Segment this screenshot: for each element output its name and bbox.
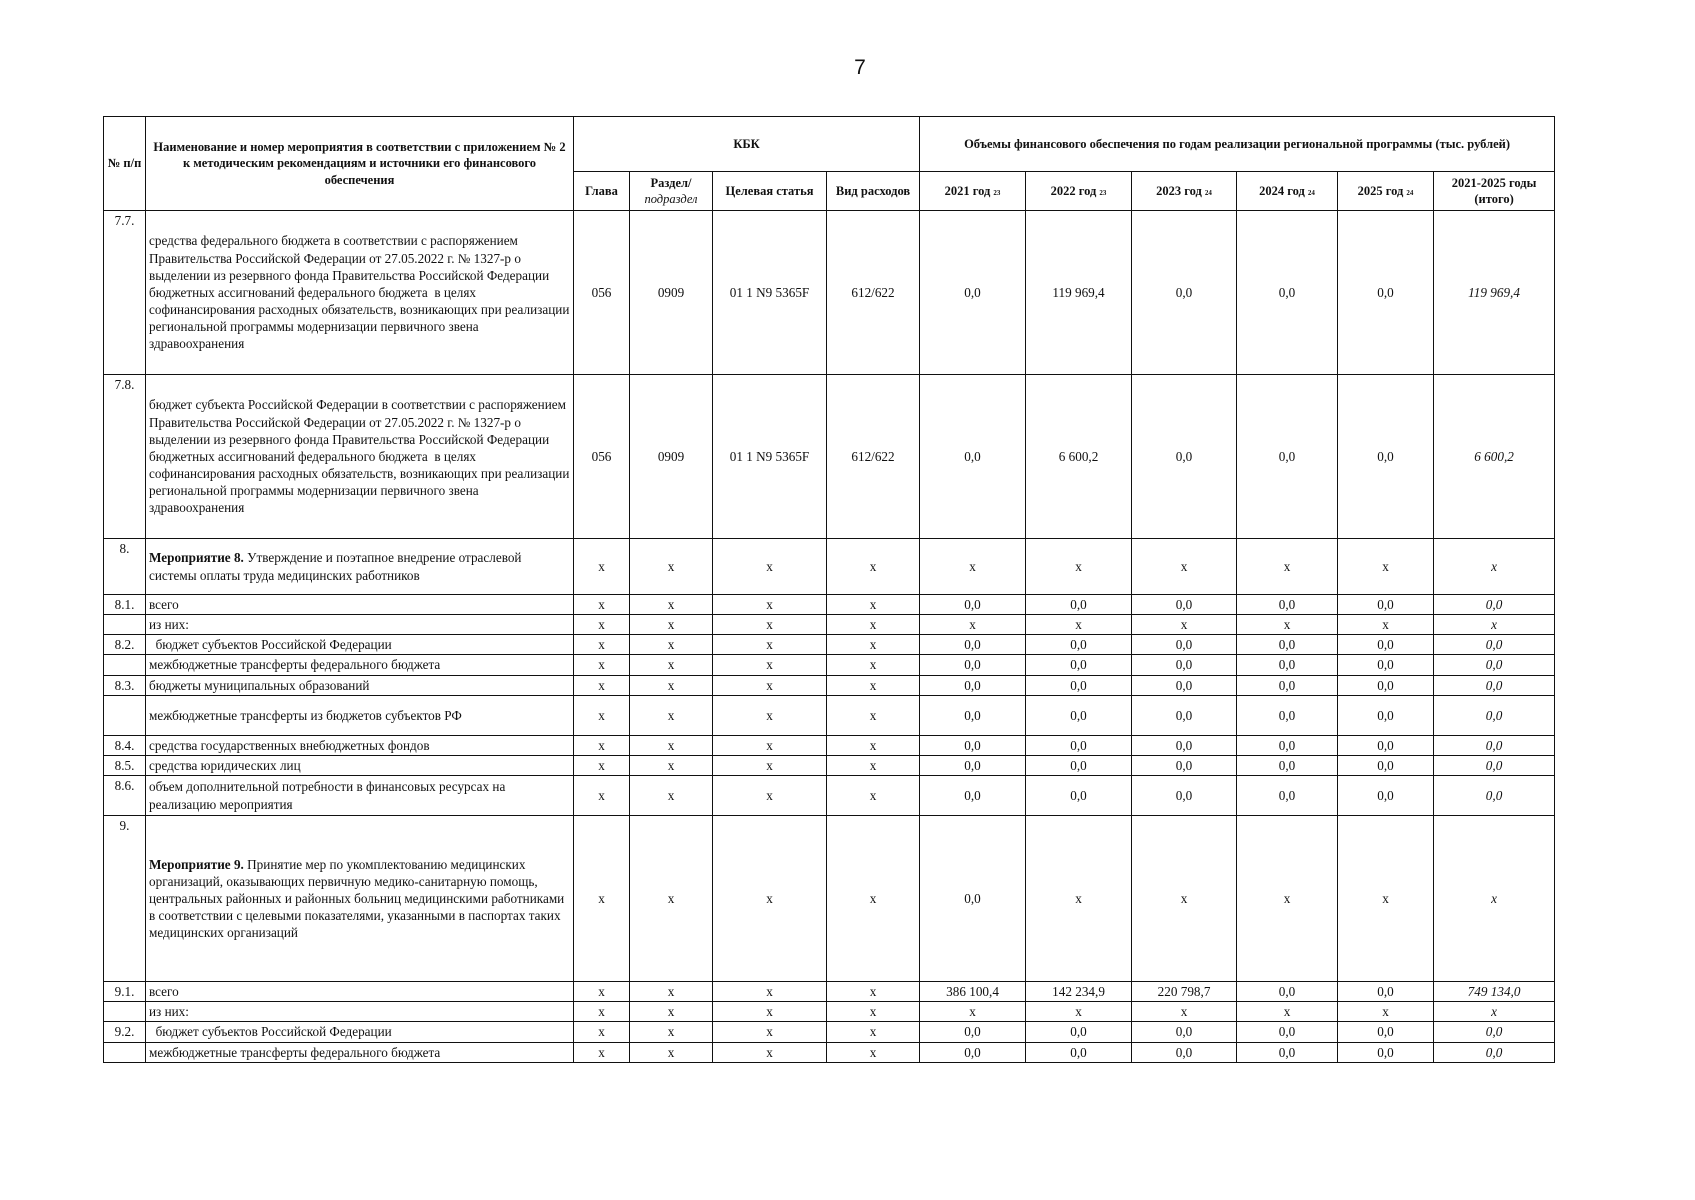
header-year-2023 <box>1132 172 1237 211</box>
year-value-cell: 0,0 <box>920 595 1026 615</box>
total-cell: x <box>1434 615 1555 635</box>
row-number: 8.3. <box>104 675 146 695</box>
row-number: 7.7. <box>104 211 146 375</box>
year-value-cell: 0,0 <box>920 1042 1026 1062</box>
year-value-cell: 0,0 <box>1132 735 1237 755</box>
year-value-cell: x <box>1237 816 1338 982</box>
year-value-cell: 0,0 <box>1237 655 1338 675</box>
year-label: 2023 год <box>1156 183 1202 198</box>
header-year-2022 <box>1026 172 1132 211</box>
row-name-text: бюджет субъектов Российской Федерации <box>149 637 392 653</box>
year-value-cell: 0,0 <box>920 816 1026 982</box>
year-value-cell: x <box>1338 1002 1434 1022</box>
kbk-cell: x <box>713 755 827 775</box>
kbk-cell: x <box>713 595 827 615</box>
row-number: 9.2. <box>104 1022 146 1042</box>
table-row <box>104 211 1555 375</box>
kbk-cell: x <box>827 816 920 982</box>
year-value-cell: 0,0 <box>1132 595 1237 615</box>
row-name <box>146 1002 574 1022</box>
header-razdel <box>630 172 713 211</box>
total-cell: 6 600,2 <box>1434 375 1555 539</box>
kbk-cell: x <box>574 539 630 595</box>
total-cell: 0,0 <box>1434 776 1555 816</box>
year-value-cell: 0,0 <box>920 375 1026 539</box>
year-value-cell: 0,0 <box>1338 695 1434 735</box>
row-number: 8. <box>104 539 146 595</box>
table-row <box>104 375 1555 539</box>
kbk-cell: x <box>574 1022 630 1042</box>
row-name-text: межбюджетные трансферты из бюджетов субъектов РФ <box>149 707 462 723</box>
kbk-cell: x <box>574 675 630 695</box>
row-number: 8.2. <box>104 635 146 655</box>
year-value-cell: 0,0 <box>1338 675 1434 695</box>
kbk-cell: x <box>827 635 920 655</box>
year-value-cell: 0,0 <box>1026 1022 1132 1042</box>
year-value-cell: 0,0 <box>920 1022 1026 1042</box>
row-number <box>104 655 146 675</box>
kbk-cell: x <box>827 755 920 775</box>
kbk-cell: 612/622 <box>827 375 920 539</box>
year-value-cell: x <box>1132 615 1237 635</box>
year-value-cell: x <box>1026 539 1132 595</box>
header-year-2025 <box>1338 172 1434 211</box>
kbk-cell: x <box>713 1022 827 1042</box>
row-number <box>104 1002 146 1022</box>
year-value-cell: 0,0 <box>920 735 1026 755</box>
kbk-cell: x <box>574 595 630 615</box>
row-name-text: бюджеты муниципальных образований <box>149 677 370 693</box>
year-value-cell: 0,0 <box>1338 595 1434 615</box>
year-value-cell: 0,0 <box>920 695 1026 735</box>
row-name <box>146 776 574 816</box>
kbk-cell: x <box>630 816 713 982</box>
year-value-cell: 0,0 <box>1026 635 1132 655</box>
kbk-cell: x <box>630 615 713 635</box>
kbk-cell: x <box>574 1042 630 1062</box>
year-value-cell: 0,0 <box>1026 675 1132 695</box>
row-name <box>146 615 574 635</box>
kbk-cell: x <box>630 776 713 816</box>
header-glava: Глава <box>574 172 630 211</box>
kbk-cell: x <box>630 982 713 1002</box>
row-number: 8.1. <box>104 595 146 615</box>
header-podrazdel-label: подраздел <box>644 192 698 206</box>
total-cell: 749 134,0 <box>1434 982 1555 1002</box>
year-value-cell: x <box>1026 1002 1132 1022</box>
year-value-cell: 0,0 <box>1237 1042 1338 1062</box>
kbk-cell: x <box>630 635 713 655</box>
table-row <box>104 982 1555 1002</box>
table-row <box>104 1002 1555 1022</box>
total-cell: x <box>1434 816 1555 982</box>
year-value-cell: 0,0 <box>1132 1042 1237 1062</box>
total-cell: 0,0 <box>1434 635 1555 655</box>
year-value-cell: x <box>1132 1002 1237 1022</box>
table-row <box>104 539 1555 595</box>
header-expense-type: Вид расходов <box>827 172 920 211</box>
year-value-cell: 220 798,7 <box>1132 982 1237 1002</box>
year-value-cell: 0,0 <box>920 655 1026 675</box>
table-row <box>104 776 1555 816</box>
kbk-cell: x <box>827 695 920 735</box>
row-name <box>146 675 574 695</box>
kbk-cell: x <box>713 1042 827 1062</box>
kbk-cell: x <box>713 615 827 635</box>
row-number: 8.4. <box>104 735 146 755</box>
year-footnote: 24 <box>1307 188 1315 197</box>
year-value-cell: 0,0 <box>1132 755 1237 775</box>
kbk-cell: 0909 <box>630 211 713 375</box>
kbk-cell: x <box>574 695 630 735</box>
table-row <box>104 735 1555 755</box>
year-value-cell: 119 969,4 <box>1026 211 1132 375</box>
year-value-cell: 0,0 <box>1132 211 1237 375</box>
kbk-cell: x <box>827 982 920 1002</box>
row-name <box>146 755 574 775</box>
year-value-cell: 0,0 <box>920 635 1026 655</box>
row-name <box>146 595 574 615</box>
row-name <box>146 375 574 539</box>
year-value-cell: 0,0 <box>1338 655 1434 675</box>
kbk-cell: x <box>713 655 827 675</box>
kbk-cell: x <box>713 539 827 595</box>
total-cell: 0,0 <box>1434 655 1555 675</box>
kbk-cell: x <box>713 816 827 982</box>
year-value-cell: x <box>1026 615 1132 635</box>
year-value-cell: x <box>1132 539 1237 595</box>
row-name-text: Утверждение и поэтапное внедрение отраслевой системы оплаты труда медицинских работников <box>149 550 525 583</box>
row-name <box>146 1042 574 1062</box>
kbk-cell: x <box>574 755 630 775</box>
year-value-cell: 0,0 <box>1237 755 1338 775</box>
kbk-cell: x <box>630 695 713 735</box>
year-value-cell: 0,0 <box>1237 211 1338 375</box>
kbk-cell: x <box>827 595 920 615</box>
kbk-cell: x <box>630 1042 713 1062</box>
year-value-cell: x <box>1237 615 1338 635</box>
kbk-cell: x <box>574 635 630 655</box>
year-value-cell: 0,0 <box>1132 675 1237 695</box>
year-value-cell: 0,0 <box>920 755 1026 775</box>
header-year-2024 <box>1237 172 1338 211</box>
row-number: 7.8. <box>104 375 146 539</box>
year-footnote: 23 <box>1099 188 1107 197</box>
year-value-cell: x <box>1132 816 1237 982</box>
year-value-cell: x <box>1338 539 1434 595</box>
year-value-cell: x <box>1237 1002 1338 1022</box>
kbk-cell: x <box>630 755 713 775</box>
table-row <box>104 655 1555 675</box>
row-name-text: средства федерального бюджета в соответствии с распоряжением Правительства Российской Федерации от 27.05.2022 г. № 1327-р о выделении из резервного фонда Правительства Российской Федерации бюджетных ассигнований федерального бюджета в целях софинансирования расходных обязательств, возникающих при реализации региональной программы модернизации первичного звена здравоохранения <box>149 233 573 352</box>
kbk-cell: x <box>630 655 713 675</box>
kbk-cell: x <box>827 675 920 695</box>
year-value-cell: 0,0 <box>1338 735 1434 755</box>
row-name <box>146 655 574 675</box>
kbk-cell: x <box>574 615 630 635</box>
row-name <box>146 211 574 375</box>
kbk-cell: 612/622 <box>827 211 920 375</box>
year-value-cell: x <box>920 615 1026 635</box>
total-cell: 0,0 <box>1434 1022 1555 1042</box>
year-value-cell: 0,0 <box>1237 635 1338 655</box>
year-value-cell: 0,0 <box>1026 735 1132 755</box>
year-footnote: 23 <box>993 188 1001 197</box>
year-label: 2022 год <box>1050 183 1097 198</box>
year-footnote: 24 <box>1204 188 1212 197</box>
year-value-cell: 0,0 <box>1026 655 1132 675</box>
year-value-cell: 0,0 <box>1132 655 1237 675</box>
year-value-cell: 0,0 <box>1338 375 1434 539</box>
table-body <box>104 211 1555 1063</box>
table-row <box>104 595 1555 615</box>
kbk-cell: x <box>713 675 827 695</box>
total-cell: 0,0 <box>1434 755 1555 775</box>
year-value-cell: 0,0 <box>1132 1022 1237 1042</box>
row-number <box>104 695 146 735</box>
year-value-cell: x <box>920 1002 1026 1022</box>
year-value-cell: x <box>1237 539 1338 595</box>
total-cell: x <box>1434 539 1555 595</box>
total-cell: 0,0 <box>1434 675 1555 695</box>
activity-title: Мероприятие 8. <box>149 550 244 566</box>
row-number <box>104 615 146 635</box>
row-name-text: объем дополнительной потребности в финансовых ресурсах на реализацию мероприятия <box>149 779 509 812</box>
year-value-cell: x <box>1026 816 1132 982</box>
year-value-cell: 0,0 <box>1132 695 1237 735</box>
year-value-cell: 6 600,2 <box>1026 375 1132 539</box>
year-value-cell: 0,0 <box>1237 982 1338 1002</box>
year-value-cell: x <box>1338 816 1434 982</box>
row-number: 8.6. <box>104 776 146 816</box>
year-value-cell: x <box>1338 615 1434 635</box>
total-cell: 0,0 <box>1434 735 1555 755</box>
row-name <box>146 539 574 595</box>
header-target-article: Целевая статья <box>713 172 827 211</box>
row-name-text: из них: <box>149 617 189 633</box>
year-value-cell: 0,0 <box>1026 1042 1132 1062</box>
year-value-cell: 0,0 <box>1237 695 1338 735</box>
kbk-cell: x <box>630 1022 713 1042</box>
year-label: 2024 год <box>1259 183 1305 198</box>
year-value-cell: 0,0 <box>1026 755 1132 775</box>
row-name-text: бюджет субъекта Российской Федерации в соответствии с распоряжением Правительства Российской Федерации от 27.05.2022 г. № 1327-р о выделении из резервного фонда Правительства Российской Федерации бюджетных ассигнований федерального бюджета в целях софинансирования расходных обязательств, возникающих при реализации региональной программы модернизации первичного звена здравоохранения <box>149 397 573 516</box>
page-number: 7 <box>854 56 866 79</box>
year-value-cell: 0,0 <box>1338 635 1434 655</box>
kbk-cell: x <box>827 1042 920 1062</box>
header-row-main <box>104 117 1555 172</box>
year-value-cell: 0,0 <box>1338 211 1434 375</box>
kbk-cell: x <box>827 655 920 675</box>
funding-table <box>103 116 1555 1063</box>
year-value-cell: 142 234,9 <box>1026 982 1132 1002</box>
total-cell: 0,0 <box>1434 695 1555 735</box>
kbk-cell: 01 1 N9 5365F <box>713 375 827 539</box>
row-name <box>146 635 574 655</box>
header-year-2021 <box>920 172 1026 211</box>
kbk-cell: x <box>713 1002 827 1022</box>
year-value-cell: 0,0 <box>1338 1022 1434 1042</box>
year-value-cell: 0,0 <box>1026 776 1132 816</box>
year-value-cell: 0,0 <box>1237 776 1338 816</box>
table-row <box>104 615 1555 635</box>
year-value-cell: 0,0 <box>1132 635 1237 655</box>
year-value-cell: 0,0 <box>1132 776 1237 816</box>
kbk-cell: x <box>713 735 827 755</box>
year-label: 2021 год <box>944 183 991 198</box>
table-row <box>104 816 1555 982</box>
year-value-cell: 0,0 <box>920 776 1026 816</box>
kbk-cell: x <box>574 1002 630 1022</box>
year-footnote: 24 <box>1406 188 1414 197</box>
row-name-text: межбюджетные трансферты федерального бюджета <box>149 657 441 673</box>
row-name <box>146 982 574 1002</box>
kbk-cell: x <box>827 776 920 816</box>
kbk-cell: x <box>713 982 827 1002</box>
total-cell: x <box>1434 1002 1555 1022</box>
kbk-cell: 056 <box>574 211 630 375</box>
kbk-cell: x <box>827 615 920 635</box>
kbk-cell: x <box>630 735 713 755</box>
kbk-cell: x <box>574 982 630 1002</box>
row-name-text: всего <box>149 597 179 612</box>
table-row <box>104 1042 1555 1062</box>
year-value-cell: 0,0 <box>1237 1022 1338 1042</box>
kbk-cell: x <box>574 776 630 816</box>
year-label: 2025 год <box>1357 183 1404 198</box>
row-number: 9. <box>104 816 146 982</box>
total-cell: 119 969,4 <box>1434 211 1555 375</box>
row-name-text: бюджет субъектов Российской Федерации <box>149 1024 392 1040</box>
table-row <box>104 1022 1555 1042</box>
year-value-cell: 0,0 <box>1237 675 1338 695</box>
kbk-cell: x <box>827 539 920 595</box>
year-value-cell: 0,0 <box>920 675 1026 695</box>
kbk-cell: x <box>827 735 920 755</box>
kbk-cell: 0909 <box>630 375 713 539</box>
kbk-cell: x <box>574 655 630 675</box>
kbk-cell: x <box>630 595 713 615</box>
row-name <box>146 816 574 982</box>
kbk-cell: x <box>630 1002 713 1022</box>
header-num: № п/п <box>104 117 146 211</box>
kbk-cell: x <box>713 635 827 655</box>
row-name <box>146 1022 574 1042</box>
activity-title: Мероприятие 9. <box>149 856 244 872</box>
year-value-cell: 0,0 <box>1237 735 1338 755</box>
row-name-text: Принятие мер по укомплектованию медицинских организаций, оказывающих первичную медико-санитарную помощь, центральных районных и районных больниц медицинскими работниками в соответствии с целевыми показателями, указанными в паспортах таких медицинских организаций <box>149 856 568 941</box>
year-value-cell: 0,0 <box>1026 595 1132 615</box>
kbk-cell: 056 <box>574 375 630 539</box>
kbk-cell: x <box>827 1022 920 1042</box>
header-name: Наименование и номер мероприятия в соответствии с приложением № 2 к методическим рекомендациям и источники его финансового обеспечения <box>146 117 574 211</box>
kbk-cell: x <box>630 675 713 695</box>
year-value-cell: 0,0 <box>920 211 1026 375</box>
year-value-cell: 0,0 <box>1026 695 1132 735</box>
kbk-cell: x <box>574 735 630 755</box>
row-name-text: средства юридических лиц <box>149 757 301 773</box>
header-total: 2021-2025 годы (итого) <box>1434 172 1555 211</box>
kbk-cell: x <box>713 695 827 735</box>
row-name <box>146 695 574 735</box>
row-number: 8.5. <box>104 755 146 775</box>
year-value-cell: x <box>920 539 1026 595</box>
year-value-cell: 0,0 <box>1237 375 1338 539</box>
kbk-cell: x <box>574 816 630 982</box>
row-name-text: средства государственных внебюджетных фондов <box>149 737 430 753</box>
table-row <box>104 675 1555 695</box>
kbk-cell: x <box>630 539 713 595</box>
year-value-cell: 0,0 <box>1132 375 1237 539</box>
row-number <box>104 1042 146 1062</box>
row-number: 9.1. <box>104 982 146 1002</box>
total-cell: 0,0 <box>1434 595 1555 615</box>
row-name-text: межбюджетные трансферты федерального бюджета <box>149 1044 441 1060</box>
year-value-cell: 386 100,4 <box>920 982 1026 1002</box>
row-name <box>146 735 574 755</box>
kbk-cell: x <box>827 1002 920 1022</box>
header-funding: Объемы финансового обеспечения по годам реализации региональной программы (тыс. рублей) <box>920 117 1555 172</box>
header-kbk: КБК <box>574 117 920 172</box>
row-name-text: из них: <box>149 1004 189 1020</box>
year-value-cell: 0,0 <box>1338 1042 1434 1062</box>
table-row <box>104 755 1555 775</box>
year-value-cell: 0,0 <box>1338 776 1434 816</box>
year-value-cell: 0,0 <box>1237 595 1338 615</box>
year-value-cell: 0,0 <box>1338 755 1434 775</box>
year-value-cell: 0,0 <box>1338 982 1434 1002</box>
total-cell: 0,0 <box>1434 1042 1555 1062</box>
table-row <box>104 635 1555 655</box>
table-row <box>104 695 1555 735</box>
row-name-text: всего <box>149 984 179 1000</box>
kbk-cell: x <box>713 776 827 816</box>
kbk-cell: 01 1 N9 5365F <box>713 211 827 375</box>
header-razdel-label: Раздел/ <box>650 175 692 190</box>
